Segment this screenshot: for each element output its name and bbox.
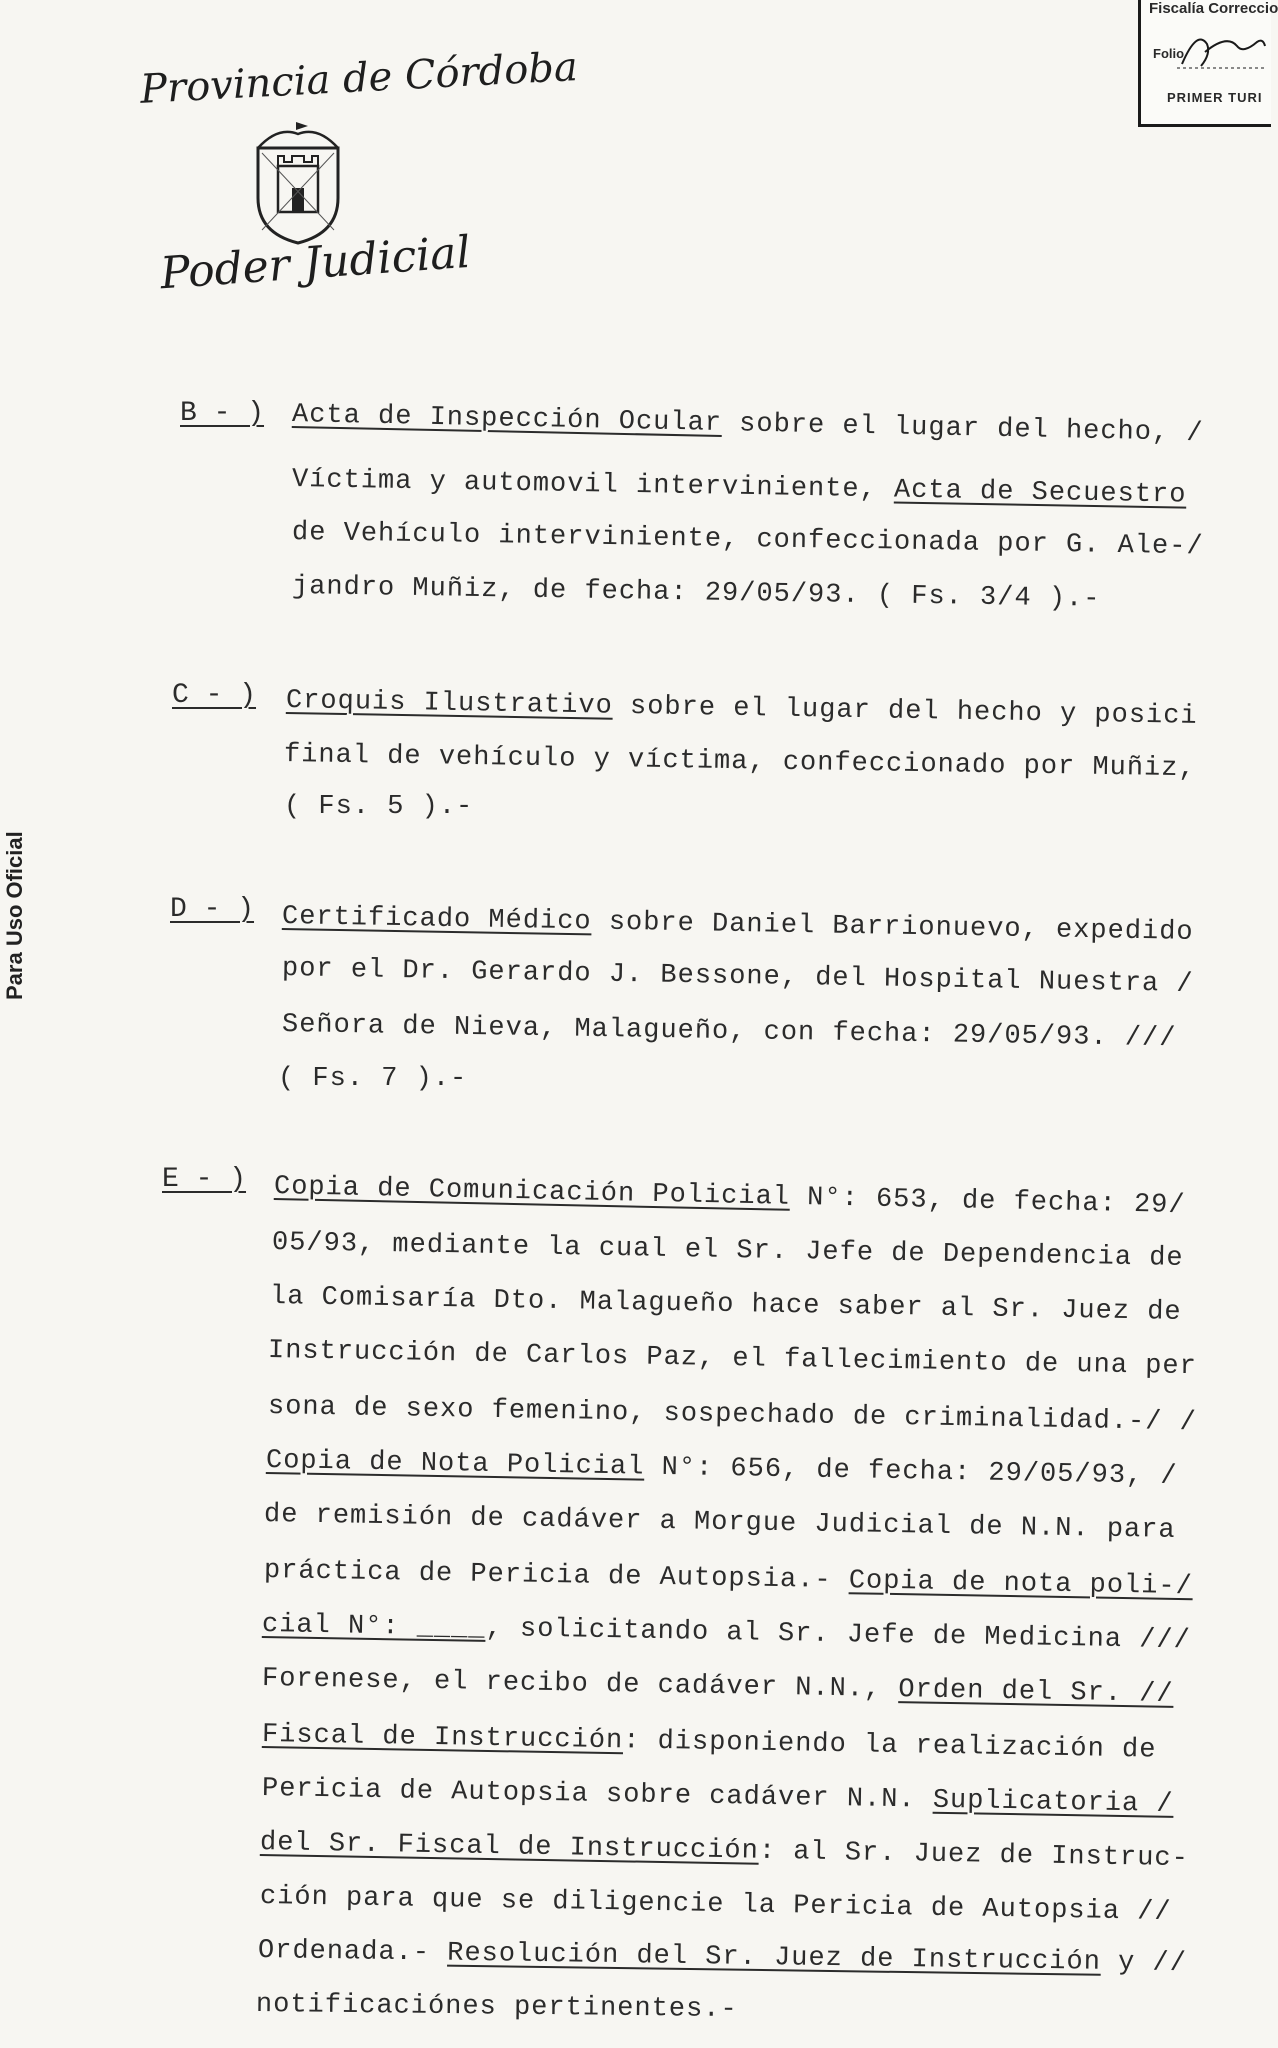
- fiscalia-stamp: [1138, 0, 1278, 127]
- section-b-line-3: de Vehículo interviniente, confeccionada por G. Ale-/: [291, 518, 1204, 563]
- section-e-line-7: de remisión de cadáver a Morgue Judicial de N.N. para: [263, 1500, 1176, 1546]
- cordoba-crest-icon: [248, 118, 348, 248]
- section-e-line-4: Instrucción de Carlos Paz, el fallecimiento de una per: [267, 1336, 1198, 1383]
- section-e-line-2: 05/93, mediante la cual el Sr. Jefe de Dependencia de: [271, 1228, 1184, 1274]
- stamp-title: Fiscalía Correccio: [1149, 0, 1278, 17]
- section-d-line-2: por el Dr. Gerardo J. Bessone, del Hospital Nuestra /: [281, 954, 1194, 1000]
- section-b-line-4: jandro Muñiz, de fecha: 29/05/93. ( Fs. 3/4 ).-: [291, 572, 1101, 615]
- section-e-line-1: Copia de Comunicación Policial N°: 653, de fecha: 29/: [273, 1172, 1186, 1222]
- stamp-folio-label: Folio: [1153, 46, 1185, 61]
- section-c-line-1: Croquis Ilustrativo sobre el lugar del hecho y posici: [285, 686, 1198, 732]
- section-e-marker: E - ): [162, 1164, 247, 1195]
- section-e-line-13: del Sr. Fiscal de Instrucción: al Sr. Juez de Instruc-: [259, 1828, 1190, 1875]
- section-e-line-3: la Comisaría Dto. Malagueño hace saber al Sr. Juez de: [269, 1282, 1182, 1328]
- section-e-line-16: notificaciónes pertinentes.-: [255, 1990, 738, 2026]
- section-d-line-4: ( Fs. 7 ).-: [278, 1064, 468, 1094]
- section-c-line-3: ( Fs. 5 ).-: [284, 792, 474, 822]
- section-e-line-11: Fiscal de Instrucción: disponiendo la realización de: [261, 1720, 1157, 1766]
- section-d-marker: D - ): [170, 894, 255, 925]
- letterhead-province: Provincia de Córdoba: [139, 44, 579, 113]
- section-d-line-1: Certificado Médico sobre Daniel Barrionuevo, expedido: [281, 902, 1194, 948]
- section-e-line-10: Forenese, el recibo de cadáver N.N., Orden del Sr. //: [261, 1664, 1174, 1710]
- section-d-line-3: Señora de Nieva, Malagueño, con fecha: 29/05/93. ///: [281, 1010, 1177, 1055]
- official-use-label: Para Uso Oficial: [2, 831, 27, 1000]
- section-b-marker: B - ): [180, 398, 265, 429]
- letterhead-poder-judicial: Poder Judicial: [158, 226, 473, 300]
- section-e-line-15: Ordenada.- Resolución del Sr. Juez de Instrucción y //: [257, 1936, 1188, 1979]
- section-e-line-9: cial N°: ____, solicitando al Sr. Jefe de Medicina ///: [261, 1610, 1192, 1657]
- section-c-line-2: final de vehículo y víctima, confeccionado por Muñiz,: [283, 740, 1196, 785]
- section-b-line-1: Acta de Inspección Ocular sobre el lugar del hecho, /: [291, 400, 1204, 450]
- stamp-turno: PRIMER TURI: [1167, 90, 1263, 105]
- section-e-line-6: Copia de Nota Policial N°: 656, de fecha: 29/05/93, /: [265, 1446, 1178, 1492]
- stamp-signature-icon: [1177, 24, 1267, 74]
- section-c-marker: C - ): [172, 680, 257, 711]
- section-e-line-14: ción para que se diligencie la Pericia de Autopsia //: [259, 1882, 1172, 1928]
- section-e-line-8: práctica de Pericia de Autopsia.- Copia de nota poli-/: [263, 1556, 1194, 1603]
- section-e-line-12: Pericia de Autopsia sobre cadáver N.N. Suplicatoria /: [261, 1774, 1174, 1820]
- section-e-line-5: sona de sexo femenino, sospechado de criminalidad.-/ /: [267, 1392, 1198, 1439]
- section-b-line-2: Víctima y automovil interviniente, Acta de Secuestro: [291, 465, 1187, 511]
